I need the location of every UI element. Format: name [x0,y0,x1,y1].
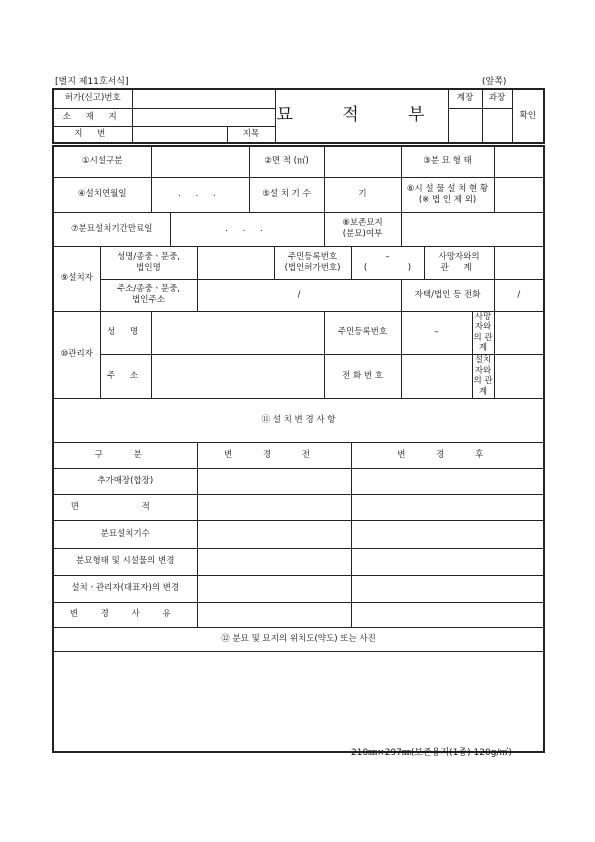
installer-address-value[interactable]: / [197,279,401,311]
change-row-before[interactable] [197,575,351,602]
facility-type-value[interactable] [151,146,249,177]
approval-section-chief-sign[interactable] [482,108,512,143]
change-row-after[interactable] [351,575,544,602]
approval-team-lead: 계장 [448,89,482,108]
installer-reg-line2: (법인허가번호) [284,262,341,273]
manager-relation1-line1: 사망자와 [474,311,492,333]
change-row-after[interactable] [351,520,544,548]
manager-relation2-line2: 의 관계 [473,376,493,397]
manager-reg-value[interactable]: – [401,311,472,355]
facility-status-line2: (※ 법 인 제 외) [418,194,477,205]
manager-reg-label: 주민등록번호 [324,311,401,355]
installer-name-label [100,246,197,279]
manager-name-label: 성 명 [100,311,151,355]
manager-relation2-label [472,355,494,399]
facility-status-line1: ⑥시 설 물 설 치 현 황 [406,183,489,194]
change-row-before[interactable] [197,520,351,548]
changes-col-after: 변 경 후 [351,442,544,468]
installer-reg-paren: ( ) [363,262,412,273]
installer-relation-label [424,246,494,279]
installer-address-line2: 법인주소 [132,295,165,305]
manager-relation1-line2: 의 관계 [473,332,493,354]
installer-phone-label: 자택/법인 등 전화 [401,279,494,311]
grave-shape-label: ③분 묘 형 태 [401,146,494,177]
approval-section-chief: 과장 [482,89,512,108]
approval-team-lead-sign[interactable] [448,108,482,143]
form-title: 묘 적 부 [276,105,447,126]
installer-reg-value[interactable] [351,246,424,279]
lot-number-value[interactable] [132,126,227,143]
facility-status-value[interactable] [494,177,544,212]
install-date-value[interactable]: . . . [151,177,249,212]
installer-address-line1: 주소/종중ㆍ문중, [116,284,181,295]
manager-relation1-label [472,311,494,355]
change-row-label: 면 적 [53,494,197,520]
area-label: ②면 적 (㎡) [249,146,324,177]
location-label: 소 재 지 [53,108,132,126]
page-side-label: (앞쪽) [482,77,507,87]
manager-relation1-value[interactable] [494,311,544,355]
changes-col-before: 변 경 전 [197,442,351,468]
permit-number-value[interactable] [132,89,275,108]
grave-shape-value[interactable] [494,146,544,177]
paper-spec-footer: 210㎜×297㎜(보존용지(1종) 120g/㎡) [351,748,512,758]
change-row-label: 분묘설치기수 [53,520,197,548]
permit-number-label: 허가(신고)번호 [53,89,132,108]
installer-relation-line2: 관 계 [440,262,478,273]
change-row-after[interactable] [351,468,544,494]
grave-expiry-value[interactable]: . . . [170,212,324,246]
facility-type-label: ①시설구분 [53,146,151,177]
location-drawing-area[interactable] [53,651,544,752]
manager-relation2-line1: 설치자와 [474,355,492,376]
preserved-grave-line1: ⑧보존묘지 [342,218,383,229]
form-title-cell [275,89,448,143]
change-row-after[interactable] [351,548,544,575]
form-number: [별지 제11호서식] [55,77,129,87]
location-section-title: ⑫ 분묘 및 묘지의 위치도(약도) 또는 사진 [53,627,544,651]
installer-name-line1: 성명/종중ㆍ문중, [116,251,181,262]
facility-status-label [401,177,494,212]
manager-address-label: 주 소 [100,355,151,399]
change-row-after[interactable] [351,602,544,627]
change-row-label: 추가매장(합장) [53,468,197,494]
installer-name-line2: 법인명 [136,262,161,273]
installer-relation-line1: 사망자와의 [438,251,480,262]
change-row-label: 설치ㆍ관리자(대표자)의 변경 [53,575,197,602]
location-value[interactable] [132,108,275,126]
change-row-before[interactable] [197,468,351,494]
change-row-before[interactable] [197,602,351,627]
install-count-label: ⑤설 치 기 수 [249,177,324,212]
change-row-before[interactable] [197,548,351,575]
install-date-label: ④설치연월일 [53,177,151,212]
preserved-grave-value[interactable] [401,212,544,246]
installer-address-label [100,279,197,311]
changes-section-title: ⑪ 설 치 변 경 사 항 [53,398,544,442]
change-row-label: 분묘형태 및 시설물의 변경 [53,548,197,575]
manager-address-value[interactable] [151,355,324,399]
lot-number-label: 지 번 [53,126,132,143]
manager-label: ⑩관리자 [53,311,100,398]
manager-phone-value[interactable] [401,355,472,399]
installer-reg-line1: 주민등록번호 [287,251,338,262]
installer-label: ⑨설치자 [53,246,100,311]
preserved-grave-label [324,212,401,246]
change-row-after[interactable] [351,494,544,520]
installer-reg-dash: – [385,251,390,262]
land-category-label: 지목 [227,126,275,143]
grave-expiry-label: ⑦분묘설치기간만료일 [53,212,170,246]
change-row-before[interactable] [197,494,351,520]
installer-relation-value[interactable] [494,246,544,279]
approval-confirm: 확인 [512,89,544,143]
area-value[interactable] [324,146,401,177]
installer-name-value[interactable] [197,246,274,279]
manager-phone-label: 전 화 번 호 [324,355,401,399]
header-block [52,88,545,144]
main-form [52,145,545,753]
changes-col-category: 구 분 [53,442,197,468]
preserved-grave-line2: (분묘)여부 [342,229,383,239]
install-count-unit[interactable]: 기 [324,177,401,212]
change-row-label: 변 경 사 유 [53,602,197,627]
manager-relation2-value[interactable] [494,355,544,399]
manager-name-value[interactable] [151,311,324,355]
installer-phone-value[interactable]: / [494,279,544,311]
installer-reg-label [274,246,351,279]
